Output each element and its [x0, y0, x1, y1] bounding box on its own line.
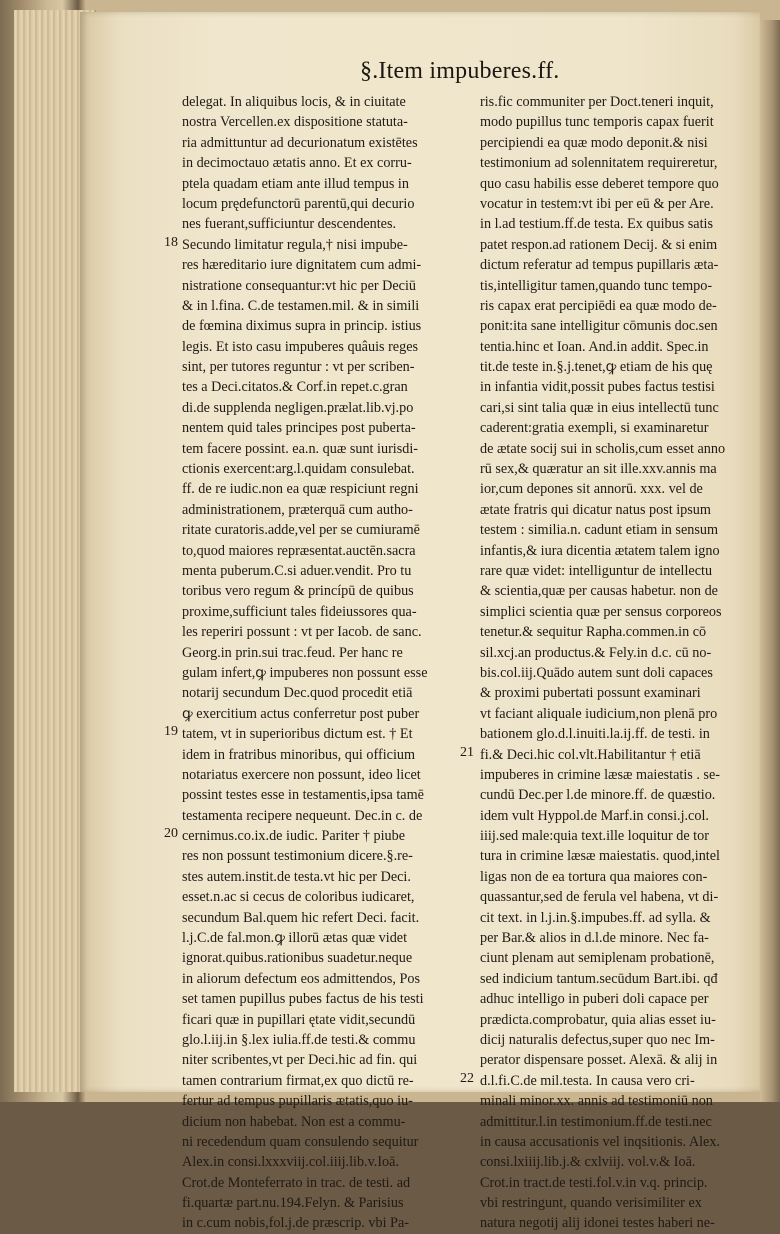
text-line: ff. de re iudic.non ea quæ respiciunt regni — [182, 481, 419, 498]
text-line: sed indicium tantum.secūdum Bart.ibi. qđ — [480, 970, 718, 987]
text-line: ris capax erat percipiēdi ea quæ modo de- — [480, 297, 717, 314]
text-line: rare quæ videt: intelliguntur de intellectu — [480, 562, 713, 579]
text-line: Alex.in consi.lxxxviij.col.iiij.lib.v.Ioā. — [182, 1154, 399, 1171]
right-page-edge — [760, 20, 780, 1102]
text-line: in decimoctauo ætatis anno. Et ex corru- — [182, 155, 412, 172]
text-line: cari,si sint talia quæ in eius intellectū tunc — [480, 399, 719, 416]
text-line: ficari quæ in pupillari ętate vidit,secundū — [182, 1011, 416, 1028]
text-line: ni recedendum quam consulendo sequitur — [182, 1133, 419, 1150]
text-line: fi.& Deci.hic col.vlt.Habilitantur † etiā — [480, 746, 701, 763]
text-line: di.de supplenda negligen.prælat.lib.vj.po — [182, 399, 414, 416]
text-line: cundū Dec.per l.de minore.ff. de quæstio. — [480, 787, 716, 804]
text-line: ligas non de ea tortura qua maiores con- — [480, 868, 708, 885]
text-line: percipiendi ea quæ modo deponit.& nisi — [480, 134, 708, 151]
text-line: ignorat.quibus.rationibus suadetur.neque — [182, 950, 413, 967]
text-line: ctionis exercent:arg.l.quidam consulebat. — [182, 461, 415, 478]
text-line: adhuc intelligo in puberi doli capace per — [480, 991, 709, 1008]
text-line: admittitur.l.in testimonium.ff.de testi.nec — [480, 1113, 712, 1130]
text-line: locum prędefunctorū parentū,qui decurio — [182, 195, 415, 212]
text-line: fi.quartæ part.nu.194.Felyn. & Parisius — [182, 1195, 404, 1212]
text-line: sil.xcj.an productus.& Fely.in d.c. cū no- — [480, 644, 712, 661]
text-line: caderent:gratia exempli, si examinaretur — [480, 420, 709, 437]
text-line: possint testes esse in testamentis,ipsa tamē — [182, 787, 424, 804]
text-line: per Bar.& alios in d.l.de minore. Nec fa- — [480, 930, 709, 947]
text-line: tentia.hinc et Ioan. And.in addit. Spec.in — [480, 338, 709, 355]
text-line: nes fuerant,sufficiuntur descendentes. — [182, 216, 397, 233]
text-line: patet respon.ad rationem Decij. & si enim — [480, 236, 718, 253]
text-line: ria admittuntur ad decurionatum existētes — [182, 134, 418, 151]
text-line: l.j.C.de fal.mon.ꝙ illorū ætas quæ videt — [182, 930, 408, 947]
text-line: quassantur,sed de ferula vel habena, vt di- — [480, 889, 719, 906]
text-line: simplici scientia quæ per sensus corporeos — [480, 603, 722, 620]
paragraph-number: 21 — [460, 744, 474, 760]
text-line: modo pupillus tunc temporis capax fuerit — [480, 114, 714, 131]
paragraph-number: 20 — [164, 826, 178, 842]
text-line: cit text. in l.j.in.§.impubes.ff. ad sylla. & — [480, 909, 711, 926]
text-line: dicium non habebat. Non est a commu- — [182, 1113, 406, 1130]
right-text-column — [480, 92, 744, 1234]
text-line: dicij naturalis defectus,super quo nec Im- — [480, 1031, 715, 1048]
text-line: d.l.fi.C.de mil.testa. In causa vero cri- — [480, 1072, 695, 1089]
text-line: administrationem, præterquā cum autho- — [182, 501, 413, 518]
text-line: glo.l.iij.in §.lex iulia.ff.de testi.& commu — [182, 1031, 416, 1048]
text-line: delegat. In aliquibus locis, & in ciuitate — [182, 94, 406, 110]
paragraph-number: 19 — [164, 724, 178, 740]
text-line: ritate curatoris.adde,vel per se cumiuramē — [182, 522, 420, 539]
text-line: natura negotij alij idonei testes haberi ne- — [480, 1215, 715, 1232]
text-line: ior,cum depones sit annorū. xxx. vel de — [480, 481, 703, 498]
text-line: nentem quid tales principes post puberta- — [182, 420, 416, 437]
text-line: in l.ad testium.ff.de testa. Ex quibus satis — [480, 216, 714, 233]
text-line: nistratione consequantur:vt hic per Deciū — [182, 277, 417, 294]
text-line: ciunt plenam aut semiplenam probationē, — [480, 950, 715, 967]
text-line: proxime,sufficiunt tales fideiussores qua- — [182, 603, 417, 620]
text-line: de fœmina diximus supra in princip. istius — [182, 318, 422, 335]
left-text-column — [182, 92, 452, 1234]
text-line: legis. Et isto casu impuberes quâuis reges — [182, 338, 419, 355]
text-line: iiij.sed male:quia text.ille loquitur de tor — [480, 828, 709, 845]
text-line: vbi restringunt, quando verisimiliter ex — [480, 1195, 702, 1212]
text-line: & in l.fina. C.de testamen.mil. & in simili — [182, 297, 420, 314]
text-line: fertur ad tempus pupillaris ætatis,quo iu- — [182, 1093, 413, 1110]
text-line: & scientia,quæ per causas habetur. non de — [480, 583, 718, 600]
text-line: tatem, vt in superioribus dictum est. † Et — [182, 726, 413, 743]
text-line: tis,intelligitur tamen,quando tunc tempo- — [480, 277, 713, 294]
text-line: de ætate socij sui in scholis,cum esset anno — [480, 440, 726, 457]
text-line: set tamen pupillus pubes factus de his testi — [182, 991, 424, 1008]
text-line: impuberes in crimine læsæ maiestatis . se- — [480, 766, 720, 783]
text-line: minali minor.xx. annis ad testimoniū non — [480, 1093, 713, 1110]
text-line: vocatur in testem:vt ibi per eū & per Are. — [480, 195, 714, 212]
text-line: tem facere possint. ea.n. quæ sunt iurisdi- — [182, 440, 419, 457]
text-line: notarij secundum Dec.quod procedit etiā — [182, 685, 413, 702]
text-line: perator dispensare posset. Alexā. & alij in — [480, 1052, 718, 1069]
text-line: rū sex,& quæratur an sit ille.xxv.annis ma — [480, 461, 717, 478]
text-line: testimonium ad solennitatem requireretur, — [480, 155, 718, 172]
running-head: §.Item impuberes.ff. — [360, 58, 560, 84]
text-line: tes a Deci.citatos.& Corf.in repet.c.gran — [182, 379, 408, 396]
text-line: stes autem.instit.de testa.vt hic per Deci. — [182, 868, 411, 885]
text-line: bis.col.iij.Quādo autem sunt doli capaces — [480, 664, 713, 681]
text-line: menta puberum.C.si aduer.vendit. Pro tu — [182, 562, 412, 579]
text-line: Crot.de Monteferrato in trac. de testi. ad — [182, 1174, 411, 1191]
text-line: nostra Vercellen.ex dispositione statuta- — [182, 114, 408, 131]
text-line: les reperiri possunt : vt per Iacob. de sanc. — [182, 624, 422, 641]
text-line: gulam infert,ꝙ impuberes non possunt esse — [182, 664, 428, 681]
text-line: bationem glo.d.l.inuiti.la.ij.ff. de testi. in — [480, 726, 710, 743]
paragraph-number: 22 — [460, 1071, 474, 1087]
text-line: Georg.in prin.sui trac.feud. Per hanc re — [182, 644, 403, 661]
text-line: vt faciant aliquale iudicium,non plenā pro — [480, 705, 718, 722]
text-line: tura in crimine læsæ maiestatis. quod,intel — [480, 848, 720, 865]
text-line: in infantia vidit,possit pubes factus testisi — [480, 379, 715, 396]
paragraph-number: 18 — [164, 234, 178, 250]
text-line: tenetur.& sequitur Rapha.commen.in cō — [480, 624, 707, 641]
text-line: cernimus.co.ix.de iudic. Pariter † piube — [182, 828, 405, 845]
text-line: ris.fic communiter per Doct.teneri inquit, — [480, 94, 714, 110]
text-line: esset.n.ac si cecus de coloribus iudicaret, — [182, 889, 415, 906]
text-line: consi.lxiiij.lib.j.& cxlviij. vol.v.& Ioā. — [480, 1154, 696, 1171]
text-line: sint, per tutores reguntur : vt per scriben- — [182, 359, 415, 376]
text-line: in c.cum nobis,fol.j.de præscrip. vbi Pa- — [182, 1215, 409, 1232]
text-line: idem vult Hyppol.de Marf.in consi.j.col. — [480, 807, 709, 824]
text-line: idem in fratribus minoribus, qui officium — [182, 746, 416, 763]
text-line: tit.de teste in.§.j.tenet,ꝙ etiam de his quę — [480, 359, 713, 376]
text-line: notariatus exercere non possunt, ideo licet — [182, 766, 421, 783]
text-line: testem : similia.n. cadunt etiam in sensum — [480, 522, 718, 539]
text-line: toribus vero regum & princípū de quibus — [182, 583, 414, 600]
text-line: secundum Bal.quem hic refert Deci. facit. — [182, 909, 420, 926]
text-line: ponit:ita sane intelligitur cōmunis doc.sen — [480, 318, 718, 335]
text-line: ætate fratris qui dicatur natus post ipsum — [480, 501, 711, 518]
text-line: in aliorum defectum eos admittendos, Pos — [182, 970, 420, 987]
text-line: ptela quadam etiam ante illud tempus in — [182, 175, 409, 192]
text-line: Crot.in tract.de testi.fol.v.in v.q. princip. — [480, 1174, 708, 1191]
text-line: dictum referatur ad tempus pupillaris æta- — [480, 257, 719, 274]
text-line: infantis,& iura dicentia ætatem talem igno — [480, 542, 720, 559]
text-line: quo casu habilis esse deberet tempore quo — [480, 175, 719, 192]
text-line: & proximi pubertati possunt examinari — [480, 685, 701, 702]
text-line: to,quod maiores repræsentat.auctēn.sacra — [182, 542, 416, 559]
text-line: Secundo limitatur regula,† nisi impube- — [182, 236, 408, 253]
text-line: res non possunt testimonium dicere.§.re- — [182, 848, 413, 865]
text-line: ꝙ exercitium actus conferretur post puber — [182, 705, 420, 722]
text-line: in causa accusationis vel inqsitionis. Alex. — [480, 1133, 720, 1150]
text-line: tamen contrarium firmat,ex quo dictū re- — [182, 1072, 414, 1089]
text-line: testamenta recipere nequeunt. Dec.in c. de — [182, 807, 423, 824]
text-line: res hæreditario iure dignitatem cum admi- — [182, 257, 422, 274]
text-line: prædicta.comprobatur, quia alias esset iu- — [480, 1011, 716, 1028]
text-line: niter scribentes,vt per Deci.hic ad fin. qui — [182, 1052, 418, 1069]
